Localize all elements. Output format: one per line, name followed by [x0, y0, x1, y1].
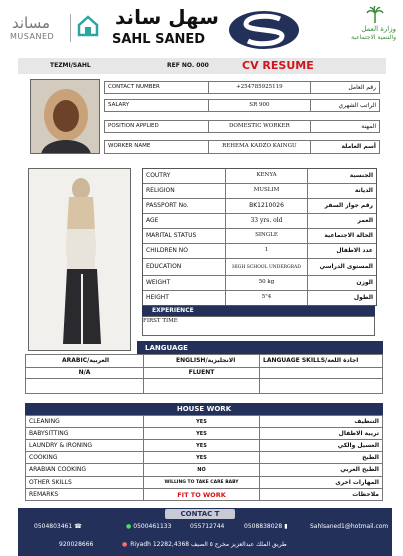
- field-value: SR 900: [208, 100, 309, 111]
- footer: [18, 508, 392, 556]
- detail-row-children: [143, 244, 376, 259]
- ministry-line2: والتنمية الاجتماعية: [351, 34, 396, 41]
- housework-label: REMARKS: [29, 490, 59, 498]
- detail-row-passport: [143, 199, 376, 214]
- detail-value: 50 kg: [225, 276, 307, 290]
- arabic-level: N/A: [78, 369, 91, 376]
- language-value-row: [26, 368, 382, 379]
- housework-label: LAUNDRY & IRONING: [29, 441, 93, 449]
- field-label: POSITION APPLIED: [108, 122, 159, 129]
- detail-row-weight: [143, 276, 376, 291]
- detail-row-marital-status: [143, 229, 376, 244]
- sahl-saned-latin: SAHL SANED: [112, 32, 206, 47]
- detail-label: MARITAL STATUS: [146, 232, 197, 239]
- detail-row-country: [143, 169, 376, 184]
- full-body-photo: [28, 168, 131, 351]
- detail-arabic: الجنسية: [307, 169, 376, 183]
- field-value: +254785925119: [208, 82, 309, 93]
- experience-value: FIRST TIME: [143, 318, 178, 324]
- phone-1-value: 0504803461: [34, 523, 73, 530]
- detail-arabic: عدد الاطفال: [307, 244, 376, 258]
- housework-label: COOKING: [29, 453, 58, 461]
- detail-value: 5"4: [225, 291, 307, 305]
- language-header-row: [26, 355, 382, 368]
- whatsapp-icon: ●: [126, 523, 132, 530]
- ref-number: REF NO. 000: [167, 62, 209, 69]
- phone-5-value: 920028666: [59, 541, 94, 548]
- detail-arabic: الديانة: [307, 184, 376, 198]
- email: [310, 524, 388, 530]
- phone-3: [190, 524, 224, 530]
- housework-label: OTHER SKILLS: [29, 478, 72, 486]
- housework-arabic: الطبخ: [259, 452, 382, 463]
- musaned-house-icon: [76, 14, 100, 38]
- housework-value: YES: [143, 416, 259, 427]
- housework-arabic: ملاحظات: [259, 489, 382, 500]
- detail-arabic: الوزن: [307, 276, 376, 290]
- sahl-saned-arabic: سهل ساند: [115, 5, 219, 29]
- phone-1: [34, 524, 82, 530]
- mobile-icon: ▮: [284, 523, 288, 530]
- details-table: [142, 168, 377, 306]
- location-pin-icon: ●: [122, 541, 128, 548]
- detail-label: PASSPORT No.: [146, 202, 189, 209]
- housework-label: ARABIAN COOKING: [29, 466, 86, 473]
- detail-row-age: [143, 214, 376, 229]
- title-bar: [18, 58, 386, 74]
- detail-value: KENYA: [225, 169, 307, 183]
- detail-value: BK1210026: [225, 199, 307, 213]
- musaned-logo: [8, 12, 103, 46]
- housework-value: YES: [143, 452, 259, 463]
- housework-table: [25, 415, 383, 501]
- english-level: FLUENT: [143, 368, 259, 378]
- field-worker-name: [104, 140, 380, 154]
- detail-arabic: الطول: [307, 291, 376, 305]
- housework-value: WILLING TO TAKE CARE BABY: [143, 477, 259, 488]
- field-label: WORKER NAME: [108, 143, 151, 150]
- detail-row-height: [143, 291, 376, 305]
- ministry-logo: [320, 6, 398, 48]
- detail-value: HIGH SCHOOL UNDERGRAD: [225, 259, 307, 275]
- detail-value: 1: [225, 244, 307, 258]
- blank-cell: [26, 379, 143, 393]
- housework-row: [26, 440, 382, 452]
- palm-icon: [366, 6, 384, 24]
- housework-label: CLEANING: [29, 417, 60, 425]
- header: [0, 0, 403, 56]
- housework-row: [26, 428, 382, 440]
- sahl-logo-icon: [228, 10, 300, 50]
- detail-arabic: رقم جواز السفر: [307, 199, 376, 213]
- language-heading: LANGUAGE: [137, 341, 383, 354]
- housework-heading: [25, 403, 383, 415]
- housework-arabic: الغسيل والكي: [259, 440, 382, 451]
- detail-label: AGE: [146, 217, 159, 224]
- col-english: ENGLISH/الانجليزية: [143, 355, 259, 367]
- housework-row: [26, 416, 382, 428]
- phone-4-value: 0508838028: [244, 523, 283, 530]
- detail-label: COUTRY: [146, 172, 171, 179]
- housework-arabic: التنظيف: [259, 416, 382, 427]
- field-arabic: الراتب الشهري: [310, 100, 380, 111]
- detail-value: 33 yrs. old: [225, 214, 307, 228]
- email-value: Sahlsaned1@hotmail.com: [310, 523, 389, 530]
- experience-heading: EXPERIENCE: [142, 306, 375, 316]
- field-value: DOMESTIC WORKER: [208, 121, 309, 132]
- contact-heading: CONTAC T: [165, 509, 235, 519]
- detail-label: WEIGHT: [146, 279, 171, 286]
- housework-row: [26, 464, 382, 477]
- housework-value: NO: [143, 464, 259, 476]
- language-table: [25, 354, 383, 394]
- detail-label: RELIGION: [146, 187, 175, 194]
- field-salary: [104, 99, 380, 112]
- housework-row: [26, 452, 382, 464]
- detail-value: SINGLE: [225, 229, 307, 243]
- housework-label: BABYSITTING: [29, 429, 69, 437]
- field-arabic: رقم العامل: [310, 82, 380, 93]
- detail-label: EDUCATION: [146, 263, 182, 270]
- detail-value: MUSLIM: [225, 184, 307, 198]
- detail-label: CHILDREN NO: [146, 247, 188, 254]
- phone-2: [126, 524, 171, 530]
- phone-5: [59, 542, 93, 548]
- language-skills-empty: [259, 368, 382, 378]
- detail-row-religion: [143, 184, 376, 199]
- musaned-latin: MUSANED: [10, 32, 55, 41]
- detail-arabic: المستوى الدراسي: [307, 259, 376, 275]
- housework-arabic: الطبخ العربي: [259, 464, 382, 476]
- housework-row-remarks: [26, 489, 382, 500]
- field-contact-number: [104, 81, 380, 94]
- phone-4: [244, 524, 288, 530]
- blank-cell: [259, 379, 382, 393]
- col-skills: LANGUAGE SKILLS/اجادة اللغة: [259, 355, 382, 367]
- address-value: Riyadh 12282,4368 طريق الملك عبدالعزيز مخرج ٥ الصيف: [130, 541, 287, 548]
- field-label: CONTACT NUMBER: [108, 83, 160, 90]
- musaned-arabic: مساند: [12, 14, 51, 32]
- experience-box: [142, 316, 375, 336]
- field-position-applied: [104, 120, 380, 133]
- blank-cell: [143, 379, 259, 393]
- portrait-photo: [30, 79, 100, 154]
- phone-2-value: 0500461133: [133, 523, 172, 530]
- ministry-line1: وزارة العمل: [361, 25, 396, 33]
- housework-arabic: تربية الاطفال: [259, 428, 382, 439]
- detail-arabic: الحالة الاجتماعية: [307, 229, 376, 243]
- phone-3-value: 055712744: [190, 523, 225, 530]
- language-blank-row: [26, 379, 382, 393]
- address: [122, 542, 287, 548]
- col-arabic: ARABIC/العربية: [62, 357, 110, 364]
- field-label: SALARY: [108, 101, 130, 108]
- agency-code: TEZMI/SAHL: [50, 62, 91, 69]
- detail-label: HEIGHT: [146, 294, 169, 301]
- cv-title: CV RESUME: [242, 59, 314, 72]
- field-value: REHEMA KADZO KAINGU: [208, 141, 309, 153]
- housework-row: [26, 477, 382, 489]
- musaned-divider: [70, 14, 71, 42]
- housework-value: YES: [143, 428, 259, 439]
- housework-title: HOUSE WORK: [176, 405, 232, 413]
- housework-value: YES: [143, 440, 259, 451]
- housework-arabic: المهارات اخرى: [259, 477, 382, 488]
- remarks-value: FIT TO WORK: [143, 489, 259, 500]
- field-arabic: أسم العاملة: [310, 141, 380, 153]
- field-arabic: المهنة: [310, 121, 380, 132]
- detail-arabic: العمر: [307, 214, 376, 228]
- detail-row-education: [143, 259, 376, 276]
- phone-icon: ☎: [74, 523, 82, 530]
